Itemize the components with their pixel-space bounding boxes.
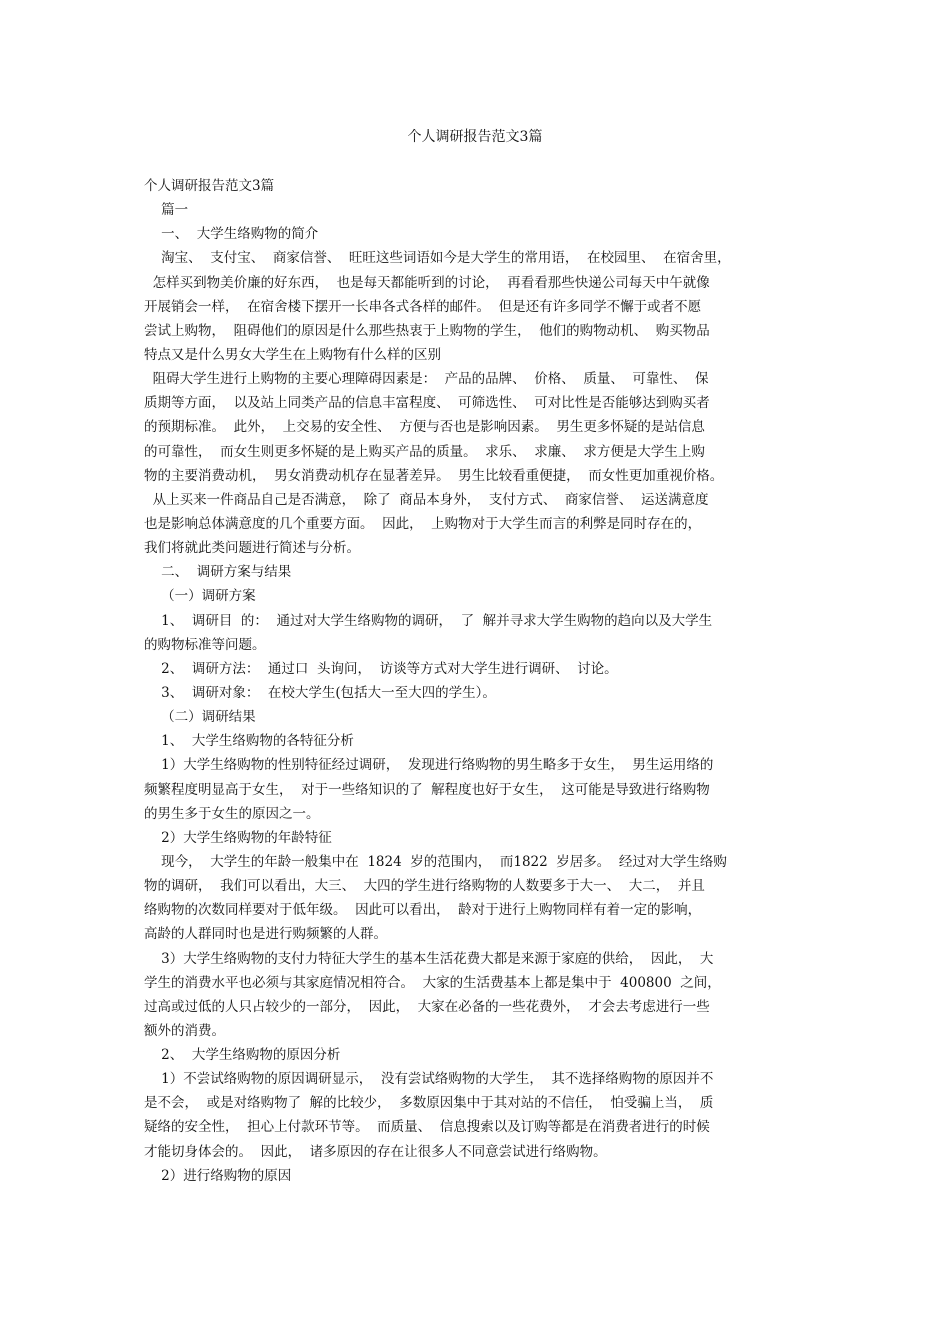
text-line: 二、 调研方案与结果	[144, 564, 292, 581]
text-line: 质期等方面， 以及站上同类产品的信息丰富程度、 可筛选性、 可对比性是否能够达到购买者	[144, 395, 710, 412]
text-line: 一、 大学生络购物的简介	[144, 226, 319, 243]
text-line: 频繁程度明显高于女生， 对于一些络知识的了 解程度也好于女生， 这可能是导致进行络购物	[144, 781, 710, 798]
text-line: 物的主要消费动机， 男女消费动机存在显著差异。 男生比较看重便捷， 而女性更加重视价格。	[144, 467, 724, 484]
text-line: 开展销会一样， 在宿舍楼下摆开一长串各式各样的邮件。 但是还有许多同学不懈于或者不愿	[144, 298, 702, 315]
text-line: 1、 大学生络购物的各特征分析	[144, 733, 354, 750]
text-line: 物的调研， 我们可以看出，大三、 大四的学生进行络购物的人数要多于大一、 大二， 并且	[144, 878, 705, 895]
text-line: 也是影响总体满意度的几个重要方面。 因此， 上购物对于大学生而言的利弊是同时存在的，	[144, 515, 702, 532]
text-line: 个人调研报告范文3篇	[144, 178, 275, 194]
text-line: （二）调研结果	[144, 709, 256, 726]
text-line: 篇一	[144, 202, 189, 219]
text-line: 疑络的安全性， 担心上付款环节等。 而质量、 信息搜索以及订购等都是在消费者进行的时候	[144, 1119, 710, 1136]
text-line: 的可靠性， 而女生则更多怀疑的是上购买产品的质量。 求乐、 求廉、 求方便是大学生上购	[144, 443, 705, 460]
text-line: 3）大学生络购物的支付力特征大学生的基本生活花费大都是来源于家庭的供给， 因此， 大	[144, 950, 714, 967]
text-line: 才能切身体会的。 因此， 诸多原因的存在让很多人不同意尝试进行络购物。	[144, 1143, 607, 1160]
text-line: 1）不尝试络购物的原因调研显示， 没有尝试络购物的大学生， 其不选择络购物的原因并不	[144, 1071, 714, 1088]
text-line: 特点又是什么男女大学生在上购物有什么样的区别	[144, 346, 441, 363]
text-line: 2）进行络购物的原因	[144, 1167, 292, 1184]
text-line: 阻碍大学生进行上购物的主要心理障碍因素是： 产品的品牌、 价格、 质量、 可靠性、 保	[144, 371, 709, 388]
text-line: 2）大学生络购物的年龄特征	[144, 829, 332, 846]
text-line: 1）大学生络购物的性别特征经过调研， 发现进行络购物的男生略多于女生， 男生运用络的	[144, 757, 714, 774]
text-line: 的购物标准等问题。	[144, 636, 266, 653]
text-line: 2、 大学生络购物的原因分析	[144, 1047, 341, 1064]
text-line: 过高或过低的人只占较少的一部分， 因此， 大家在必备的一些花费外， 才会去考虑进行一些	[144, 998, 710, 1015]
text-line: 络购物的次数同样要对于低年级。 因此可以看出， 龄对于进行上购物同样有着一定的影响，	[144, 902, 702, 919]
text-line: 是不会， 或是对络购物了 解的比较少， 多数原因集中于其对站的不信任， 怕受骗上当， 质	[144, 1095, 714, 1112]
text-line: 高龄的人群同时也是进行购频繁的人群。	[144, 926, 387, 943]
text-line: 额外的消费。	[144, 1022, 225, 1039]
document-body	[144, 174, 816, 1188]
text-line: 现今， 大学生的年龄一般集中在 1824 岁的范围内， 而1822 岁居多。 经过对大学生络购	[144, 853, 727, 870]
text-line: 尝试上购物， 阻碍他们的原因是什么那些热衷于上购物的学生， 他们的购物动机、 购买物品	[144, 322, 710, 339]
text-line: 的男生多于女生的原因之一。	[144, 805, 320, 822]
text-line: 2、 调研方法： 通过口 头询问， 访谈等方式对大学生进行调研、 讨论。	[144, 660, 618, 677]
text-line: （一）调研方案	[144, 588, 256, 605]
text-line: 学生的消费水平也必须与其家庭情况相符合。 大家的生活费基本上都是集中于 400800 之间，	[144, 974, 721, 991]
text-line: 的预期标准。 此外， 上交易的安全性、 方便与否也是影响因素。 男生更多怀疑的是站信息	[144, 419, 705, 436]
text-line: 我们将就此类问题进行简述与分析。	[144, 540, 360, 557]
text-line: 怎样买到物美价廉的好东西， 也是每天都能听到的讨论， 再看看那些快递公司每天中午就像	[144, 274, 710, 291]
text-line: 淘宝、 支付宝、 商家信誉、 旺旺这些词语如今是大学生的常用语， 在校园里、 在宿舍里，	[144, 250, 731, 267]
text-line: 从上买来一件商品自己是否满意， 除了 商品本身外， 支付方式、 商家信誉、 运送满意度	[144, 491, 709, 508]
document-title: 个人调研报告范文3篇	[407, 129, 543, 145]
text-line: 3、 调研对象： 在校大学生(包括大一至大四的学生）。	[144, 684, 496, 701]
text-line: 1、 调研目 的： 通过对大学生络购物的调研， 了 解并寻求大学生购物的趋向以及大学生	[144, 612, 713, 629]
